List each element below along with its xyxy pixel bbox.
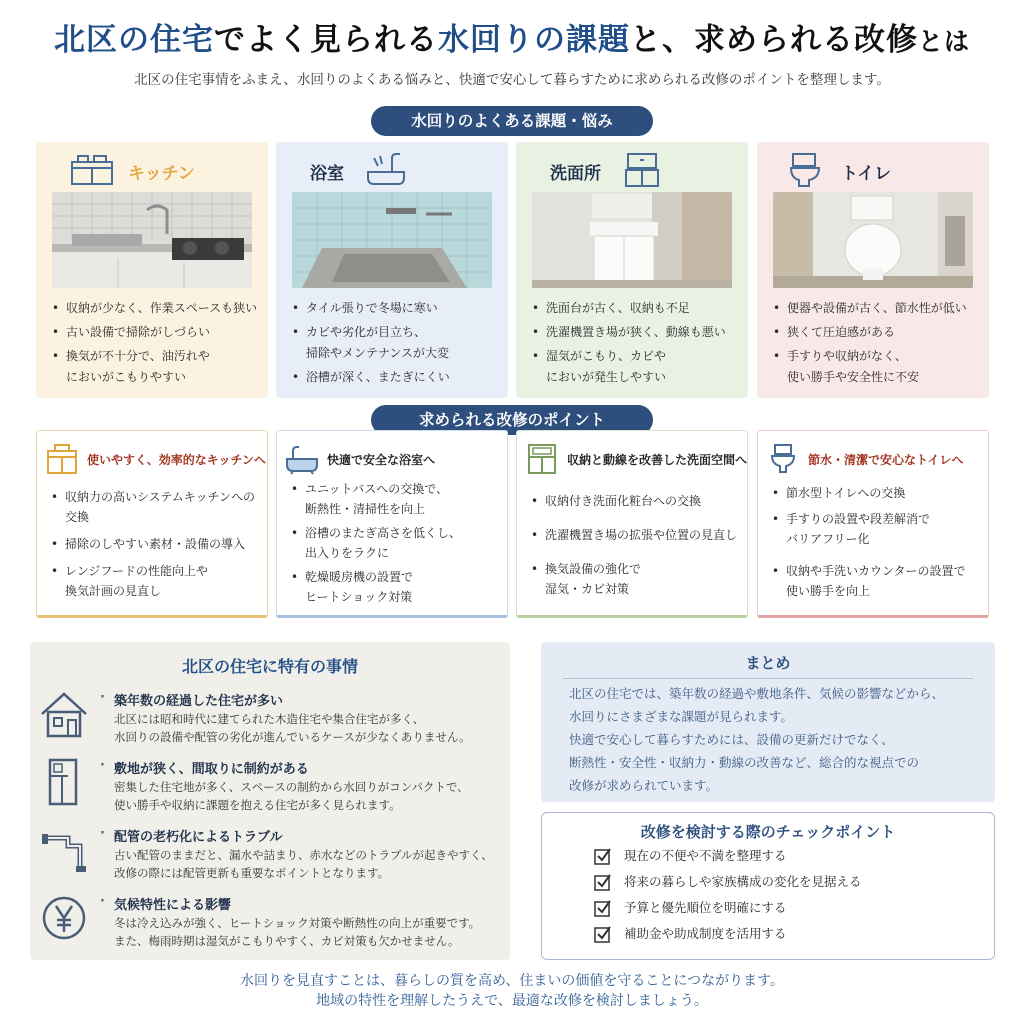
list-item: • 浴槽が深く、またぎにくい (290, 367, 500, 388)
pipe-icon (38, 826, 90, 876)
kita-item-desc: 北区には昭和時代に建てられた木造住宅や集合住宅が多く、 水回りの設備や配管の劣化が進んでいるケースが少なくありません。 (114, 712, 471, 744)
list-item: • 狭くて圧迫感がある (771, 322, 981, 343)
kita-item (30, 758, 510, 828)
kitchen-photo (52, 192, 252, 288)
list-item: • 乾燥暖房機の設置で ヒートショック対策 (289, 567, 501, 607)
kita-item-title: · 配管の老朽化によるトラブル (114, 826, 282, 845)
summary-line: 水回りにさまざまな課題が見られます。 (569, 709, 794, 724)
kita-item-desc: 古い配管のままだと、漏水や詰まり、赤水などのトラブルが起きやすく、 改修の際には配管更新も重要なポイントとなります。 (114, 848, 493, 880)
toilet-photo (773, 192, 973, 288)
kita-heading: 北区の住宅に特有の事情 (181, 657, 358, 676)
card-title: キッチン (128, 164, 195, 184)
card-title: 洗面所 (550, 164, 601, 184)
solution-card-washroom (516, 430, 748, 618)
summary-panel (541, 642, 995, 802)
list-item: • 収納力の高いシステムキッチンへの交換 (49, 487, 261, 527)
kitchen-box-icon (45, 443, 79, 475)
solution-list (529, 491, 741, 606)
kita-item (30, 826, 510, 896)
title-part-renovation: と、求められる改修 (629, 22, 918, 58)
kita-item-desc: 冬は冷え込みが強く、ヒートショック対策や断熱性の向上が重要です。 また、梅雨時期は湿気がこもりやすく、カビ対策も欠かせません。 (114, 916, 481, 948)
issues-heading: 水回りのよくある課題・悩み (371, 106, 653, 136)
checkbox-checked-icon (594, 925, 612, 943)
checkpoint-item (594, 899, 862, 925)
kita-item (30, 894, 510, 964)
card-title: 快適で安全な浴室へ (327, 453, 436, 467)
bathtub-icon (285, 443, 319, 475)
checkpoint-item (594, 873, 862, 899)
checkpoints-panel (541, 812, 995, 960)
checkbox-checked-icon (594, 873, 612, 891)
solutions-heading: 求められる改修のポイント (371, 405, 653, 435)
toilet-small-icon (766, 443, 800, 475)
title-part-middle: でよく見られる (213, 22, 438, 58)
kita-item-desc: 密集した住宅地が多く、スペースの制約から水回りがコンパクトで、 使い勝手や収納に課題を抱える住宅が多く見られます。 (114, 780, 469, 812)
checkbox-checked-icon (594, 899, 612, 917)
list-item: • 便器や設備が古く、節水性が低い (771, 298, 981, 319)
kita-circumstances-panel (30, 642, 510, 960)
checkpoint-label: 将来の暮らしや家族構成の変化を見据える (624, 874, 862, 889)
list-item: • レンジフードの性能向上や 換気計画の見直し (49, 561, 261, 601)
list-item: • カビや劣化が目立ち、 掃除やメンテナンスが大変 (290, 322, 500, 364)
checkpoint-item (594, 925, 862, 951)
issue-card-bathroom (276, 142, 508, 398)
list-item: • 洗濯機置き場の拡張や位置の見直し (529, 525, 741, 545)
bathroom-photo (292, 192, 492, 288)
solution-list (770, 483, 982, 608)
list-item: • ユニットバスへの交換で、 断熱性・清掃性を向上 (289, 479, 501, 519)
list-item: • 収納や手洗いカウンターの設置で 使い勝手を向上 (770, 561, 982, 601)
checkpoint-item (594, 847, 862, 873)
card-header (285, 441, 503, 481)
issue-list (771, 298, 981, 391)
footer-message (0, 971, 1024, 1011)
checkpoints-heading: 改修を検討する際のチェックポイント (640, 823, 896, 841)
summary-line: 改修が求められています。 (569, 778, 719, 793)
summary-text (569, 682, 981, 797)
issue-list (290, 298, 500, 391)
footer-line: 地域の特性を理解したうえで、最適な改修を検討しましょう。 (316, 993, 708, 1009)
issue-list (50, 298, 260, 391)
solution-card-bathroom (276, 430, 508, 618)
kita-item (30, 690, 510, 760)
checkbox-checked-icon (594, 847, 612, 865)
card-title: 浴室 (310, 164, 344, 184)
card-header (276, 150, 508, 190)
page-title (0, 14, 1024, 59)
summary-heading: まとめ (745, 654, 791, 672)
kitchen-icon (70, 152, 114, 188)
card-title: 節水・清潔で安心なトイレへ (808, 453, 964, 467)
list-item: • 換気が不十分で、油汚れや においがこもりやすい (50, 346, 260, 388)
card-header (36, 150, 268, 190)
washroom-icon (620, 152, 664, 188)
list-item: • 洗面台が古く、収納も不足 (530, 298, 740, 319)
card-title: トイレ (841, 164, 892, 184)
card-title: 使いやすく、効率的なキッチンへ (87, 453, 266, 467)
kita-item-title: · 築年数の経過した住宅が多い (114, 690, 283, 709)
list-item: • 湿気がこもり、カビや においが発生しやすい (530, 346, 740, 388)
toilet-icon (783, 152, 827, 188)
issue-list (530, 298, 740, 391)
card-header (525, 441, 748, 481)
checkpoint-label: 現在の不便や不満を整理する (624, 848, 787, 863)
solution-list (49, 487, 261, 608)
solution-list (289, 479, 501, 611)
card-header (45, 441, 266, 481)
list-item: • 洗濯機置き場が狭く、動線も悪い (530, 322, 740, 343)
card-header (766, 441, 984, 481)
list-item: • 収納付き洗面化粧台への交換 (529, 491, 741, 511)
checkpoint-label: 補助金や助成制度を活用する (624, 926, 787, 941)
card-header (516, 150, 748, 190)
list-item: • 収納が少なく、作業スペースも狭い (50, 298, 260, 319)
kita-item-title: · 気候特性による影響 (114, 894, 231, 913)
card-title: 収納と動線を改善した洗面空間へ (567, 453, 748, 467)
card-header (757, 150, 989, 190)
list-item: • 掃除のしやすい素材・設備の導入 (49, 534, 261, 554)
list-item: • 節水型トイレへの交換 (770, 483, 982, 503)
checkpoint-list (594, 847, 862, 951)
footer-line: 水回りを見直すことは、暮らしの質を高め、住まいの価値を守ることにつながります。 (239, 973, 785, 989)
list-item: • 手すりの設置や段差解消で バリアフリー化 (770, 509, 982, 549)
solution-card-toilet (757, 430, 989, 618)
washroom-photo (532, 192, 732, 288)
summary-line: 快適で安心して暮らすためには、設備の更新だけでなく、 (569, 732, 894, 747)
page-subtitle: 北区の住宅事情をふまえ、水回りのよくある悩みと、快適で安心して暮らすために求められる改修のポイントを整理します。 (134, 72, 890, 88)
summary-line: 断熱性・安全性・収納力・動線の改善など、総合的な視点での (569, 755, 920, 770)
issue-card-washroom (516, 142, 748, 398)
floorplan-icon (38, 758, 90, 808)
list-item: • タイル張りで冬場に寒い (290, 298, 500, 319)
issue-card-toilet (757, 142, 989, 398)
title-part-end: とは (917, 27, 970, 56)
list-item: • 換気設備の強化で 湿気・カビ対策 (529, 559, 741, 599)
kita-item-title: · 敷地が狭く、間取りに制約がある (114, 758, 309, 777)
list-item: • 浴槽のまたぎ高さを低くし、 出入りをラクに (289, 523, 501, 563)
summary-line: 北区の住宅では、築年数の経過や敷地条件、気候の影響などから、 (569, 686, 945, 701)
issue-card-kitchen (36, 142, 268, 398)
list-item: • 古い設備で掃除がしづらい (50, 322, 260, 343)
list-item: • 手すりや収納がなく、 使い勝手や安全性に不安 (771, 346, 981, 388)
house-icon (38, 690, 90, 740)
checkpoint-label: 予算と優先順位を明確にする (624, 900, 787, 915)
solution-card-kitchen (36, 430, 268, 618)
bathroom-icon (364, 152, 408, 188)
yen-icon (38, 894, 90, 944)
vanity-icon (525, 443, 559, 475)
title-part-kita: 北区の住宅 (53, 22, 214, 58)
title-part-water: 水回りの課題 (437, 22, 630, 58)
summary-divider (563, 678, 973, 679)
